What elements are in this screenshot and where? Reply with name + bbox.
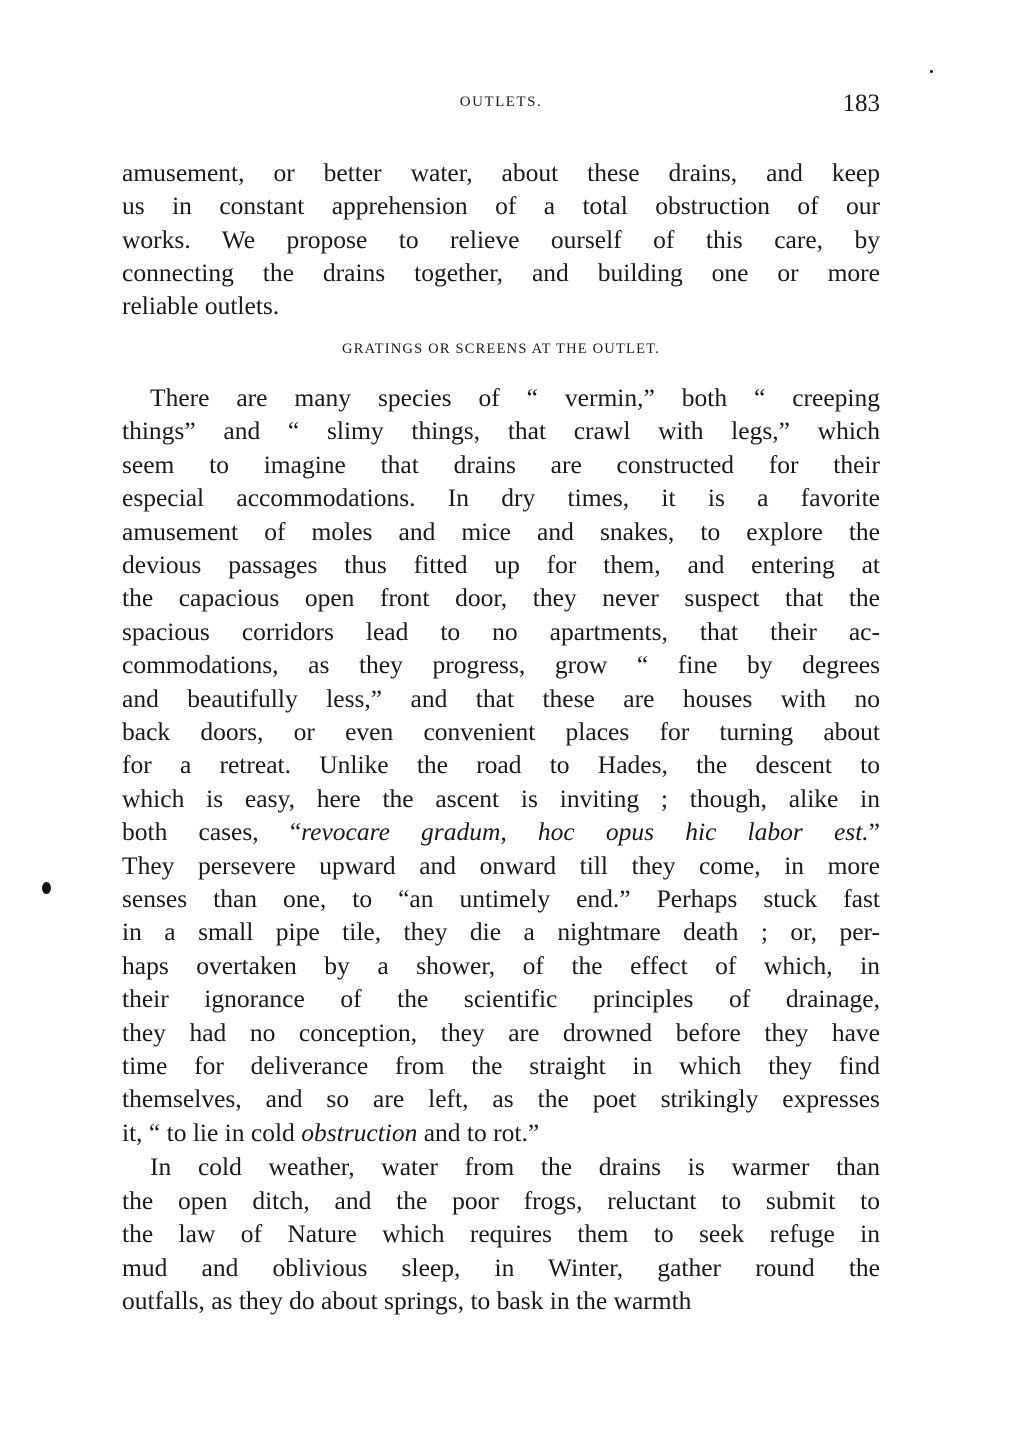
text-segment: ”	[868, 817, 880, 847]
text-line: connecting the drains together, and building one or more	[122, 257, 880, 287]
running-head-title: OUTLETS.	[459, 94, 543, 110]
page-number: 183	[842, 90, 880, 117]
text-line: for a retreat. Unlike the road to Hades, the descent to	[122, 750, 880, 780]
text-line: devious passages thus fitted up for them, and entering at	[122, 550, 880, 579]
text-line: especial accommodations. In dry times, it is a favorite	[122, 483, 880, 513]
text-line: they had no conception, they are drowned before they have	[122, 1017, 880, 1047]
text-line: There are many species of “ vermin,” both “ creeping	[150, 383, 880, 412]
text-line: commodations, as they progress, grow “ fine by degrees	[122, 650, 880, 680]
ink-speck	[42, 882, 51, 894]
text-line: seem to imagine that drains are constructed for their	[122, 449, 880, 479]
text-line	[122, 1118, 880, 1148]
text-line: They persevere upward and onward till they come, in more	[122, 850, 880, 880]
text-segment: and to rot.”	[417, 1117, 540, 1147]
text-line: In cold weather, water from the drains is warmer than	[150, 1152, 880, 1181]
text-line: the capacious open front door, they never suspect that the	[122, 583, 880, 613]
text-line: haps overtaken by a shower, of the effect of which, in	[122, 950, 880, 980]
text-line: spacious corridors lead to no apartments, that their ac-	[122, 616, 880, 646]
text-line: back doors, or even convenient places for turning about	[122, 717, 880, 746]
text-line: time for deliverance from the straight in which they find	[122, 1051, 880, 1080]
text-line: amusement of moles and mice and snakes, to explore the	[122, 516, 880, 546]
italic-text: obstruction	[301, 1117, 418, 1147]
ink-speck	[930, 70, 933, 73]
text-line: which is easy, here the ascent is inviting ; though, alike in	[122, 783, 880, 813]
running-head	[122, 90, 880, 120]
text-line: and beautifully less,” and that these are houses with no	[122, 683, 880, 713]
text-line: senses than one, to “an untimely end.” Perhaps stuck fast	[122, 884, 880, 913]
text-line: in a small pipe tile, they die a nightmare death ; or, per-	[122, 917, 880, 947]
text-line: us in constant apprehension of a total obstruction of our	[122, 191, 880, 221]
text-line: the law of Nature which requires them to seek refuge in	[122, 1219, 880, 1248]
text-line: mud and oblivious sleep, in Winter, gather round the	[122, 1252, 880, 1282]
text-line: works. We propose to relieve ourself of this care, by	[122, 224, 880, 254]
text-line	[122, 817, 880, 847]
text-segment: both cases, “	[122, 817, 302, 847]
italic-text: revocare gradum, hoc opus hic labor est.	[301, 817, 869, 847]
text-line: amusement, or better water, about these drains, and keep	[122, 158, 880, 187]
text-line: outfalls, as they do about springs, to bask in the warmth	[122, 1286, 692, 1315]
text-line: things” and “ slimy things, that crawl with legs,” which	[122, 416, 880, 446]
text-segment: it, “ to lie in cold	[122, 1117, 302, 1147]
section-heading: GRATINGS OR SCREENS AT THE OUTLET.	[342, 341, 660, 357]
text-line: themselves, and so are left, as the poet strikingly expresses	[122, 1084, 880, 1114]
text-line: the open ditch, and the poor frogs, reluctant to submit to	[122, 1185, 880, 1215]
text-line: their ignorance of the scientific principles of drainage,	[122, 984, 880, 1014]
text-line: reliable outlets.	[122, 291, 280, 321]
